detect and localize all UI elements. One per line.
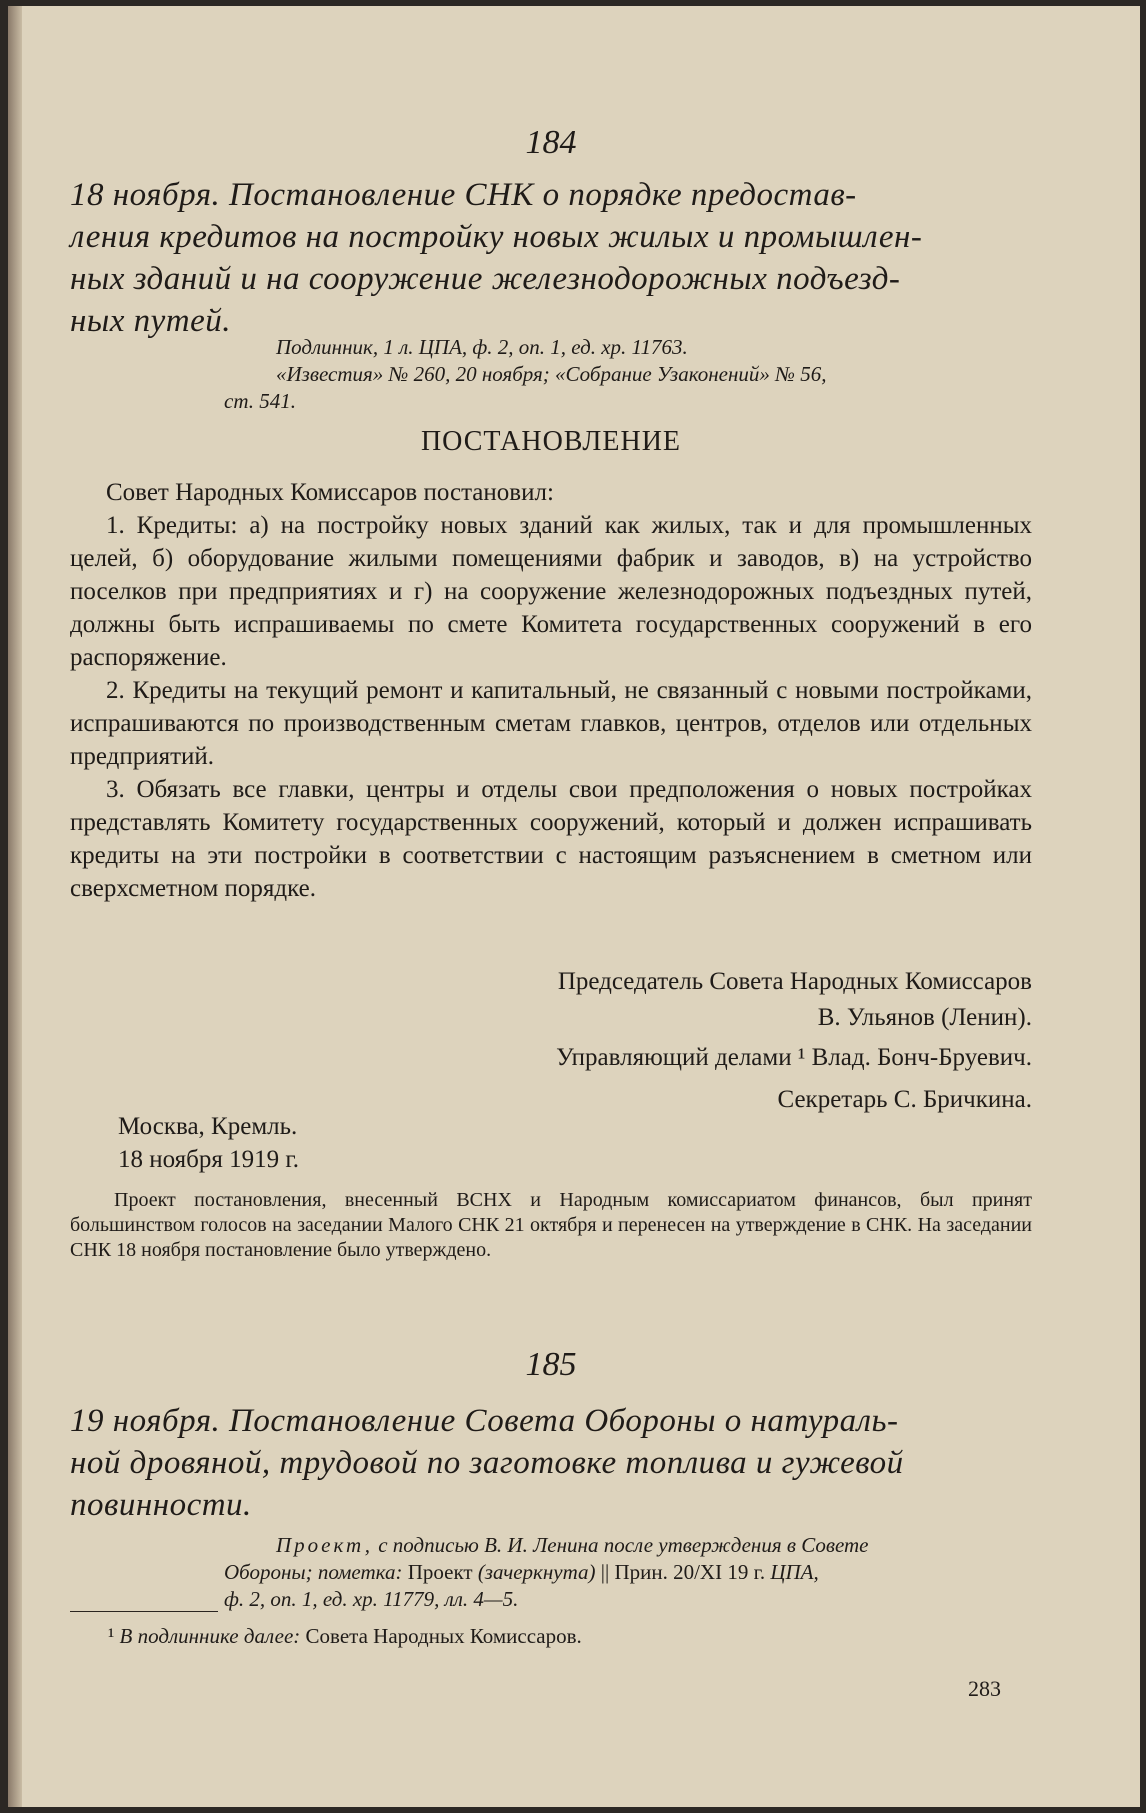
date: 18 ноября 1919 г. xyxy=(118,1146,300,1173)
source-text: с подписью В. И. Ленина после утверждения в Совете xyxy=(378,1533,869,1557)
signature-line: Управляющий делами ¹ Влад. Бонч-Бруевич. xyxy=(556,1044,1032,1071)
heading-line: ления кредитов на постройку новых жилых и промышлен- xyxy=(70,219,923,255)
document-title: ПОСТАНОВЛЕНИЕ xyxy=(420,426,682,457)
note-text: Проект постановления, внесенный ВСНХ и Народным комиссариатом финансов, был принят большинством голосов на заседании Малого СНК 21 октября и перенесен на утверждение в СНК. На заседании СНК 18 ноября постановление было утверждено. xyxy=(70,1189,1032,1261)
body-paragraph: 3. Обязать все главки, центры и отделы свои предположения о новых постройках представлять Комитету государственных сооружений, который и должен испрашивать кредиты на эти постройки в соответствии с настоящим разъяснением в сметном или сверхсметном порядке. xyxy=(70,776,1032,902)
page-number: 283 xyxy=(968,1676,1001,1701)
heading-line: ной дровяной, трудовой по заготовке топлива и гужевой xyxy=(70,1445,904,1481)
document-185 xyxy=(70,1346,1032,1384)
document-number: 185 xyxy=(525,1346,577,1383)
heading-line: 19 ноября. Постановление Совета Обороны о натураль- xyxy=(70,1403,899,1439)
heading-line: 18 ноября. Постановление СНК о порядке предостав- xyxy=(70,177,857,213)
signature-line: Председатель Совета Народных Комиссаров xyxy=(557,968,1032,995)
document-184-title-block xyxy=(70,426,1032,458)
document-number: 184 xyxy=(525,124,577,161)
source-text: Обороны; пометка: xyxy=(224,1560,403,1584)
document-185-heading xyxy=(70,1400,1032,1526)
footnote-italic: В подлиннике далее: xyxy=(119,1624,301,1648)
document-184-source xyxy=(70,334,1032,415)
document-184-body xyxy=(70,476,1032,905)
source-text: (зачеркнута) xyxy=(477,1560,596,1584)
source-line: «Известия» № 260, 20 ноября; «Собрание Узаконений» № 56, xyxy=(276,362,827,386)
signatures-block xyxy=(70,964,1032,1118)
heading-line: ных путей. xyxy=(70,303,231,339)
editorial-note xyxy=(70,1188,1032,1263)
place-date-block xyxy=(70,1110,1032,1176)
source-text: || Прин. 20/XI 19 г. xyxy=(600,1560,766,1584)
place: Москва, Кремль. xyxy=(118,1113,298,1140)
intro-paragraph: Совет Народных Комиссаров постановил: xyxy=(106,479,554,506)
source-line: ст. 541. xyxy=(224,389,296,413)
footnote-divider xyxy=(70,1611,218,1612)
source-line: Подлинник, 1 л. ЦПА, ф. 2, оп. 1, ед. хр. 11763. xyxy=(276,335,688,359)
document-184 xyxy=(70,124,1032,162)
signature-line: Секретарь С. Бричкина. xyxy=(777,1086,1032,1113)
heading-line: повинности. xyxy=(70,1487,252,1523)
document-184-heading xyxy=(70,174,1032,342)
document-185-source xyxy=(70,1532,1032,1613)
signature-line: В. Ульянов (Ленин). xyxy=(817,1004,1032,1031)
footnote-text: Совета Народных Комиссаров. xyxy=(305,1624,582,1648)
source-text: Проект xyxy=(407,1560,473,1584)
source-label: Проект, xyxy=(276,1533,373,1557)
body-paragraph: 2. Кредиты на текущий ремонт и капитальный, не связанный с новыми постройками, испрашиваются по производственным сметам главков, центров, отделов или отдельных предприятий. xyxy=(70,677,1032,770)
body-paragraph: 1. Кредиты: а) на постройку новых зданий как жилых, так и для промышленных целей, б) оборудование жилыми помещениями фабрик и заводов, в) на устройство поселков при предприятиях и г) на сооружение железнодорожных подъездных путей, должны быть испрашиваемы по смете Комитета государственных сооружений в его распоряжение. xyxy=(70,512,1032,671)
page-spine-shadow xyxy=(8,6,22,1807)
footnote-marker: ¹ xyxy=(108,1624,115,1648)
heading-line: ных зданий и на сооружение железнодорожных подъезд- xyxy=(70,261,901,297)
source-text: ЦПА, xyxy=(770,1560,819,1584)
source-text: ф. 2, оп. 1, ед. хр. 11779, лл. 4—5. xyxy=(224,1587,519,1611)
book-page xyxy=(8,6,1140,1807)
footnote xyxy=(108,1624,582,1649)
